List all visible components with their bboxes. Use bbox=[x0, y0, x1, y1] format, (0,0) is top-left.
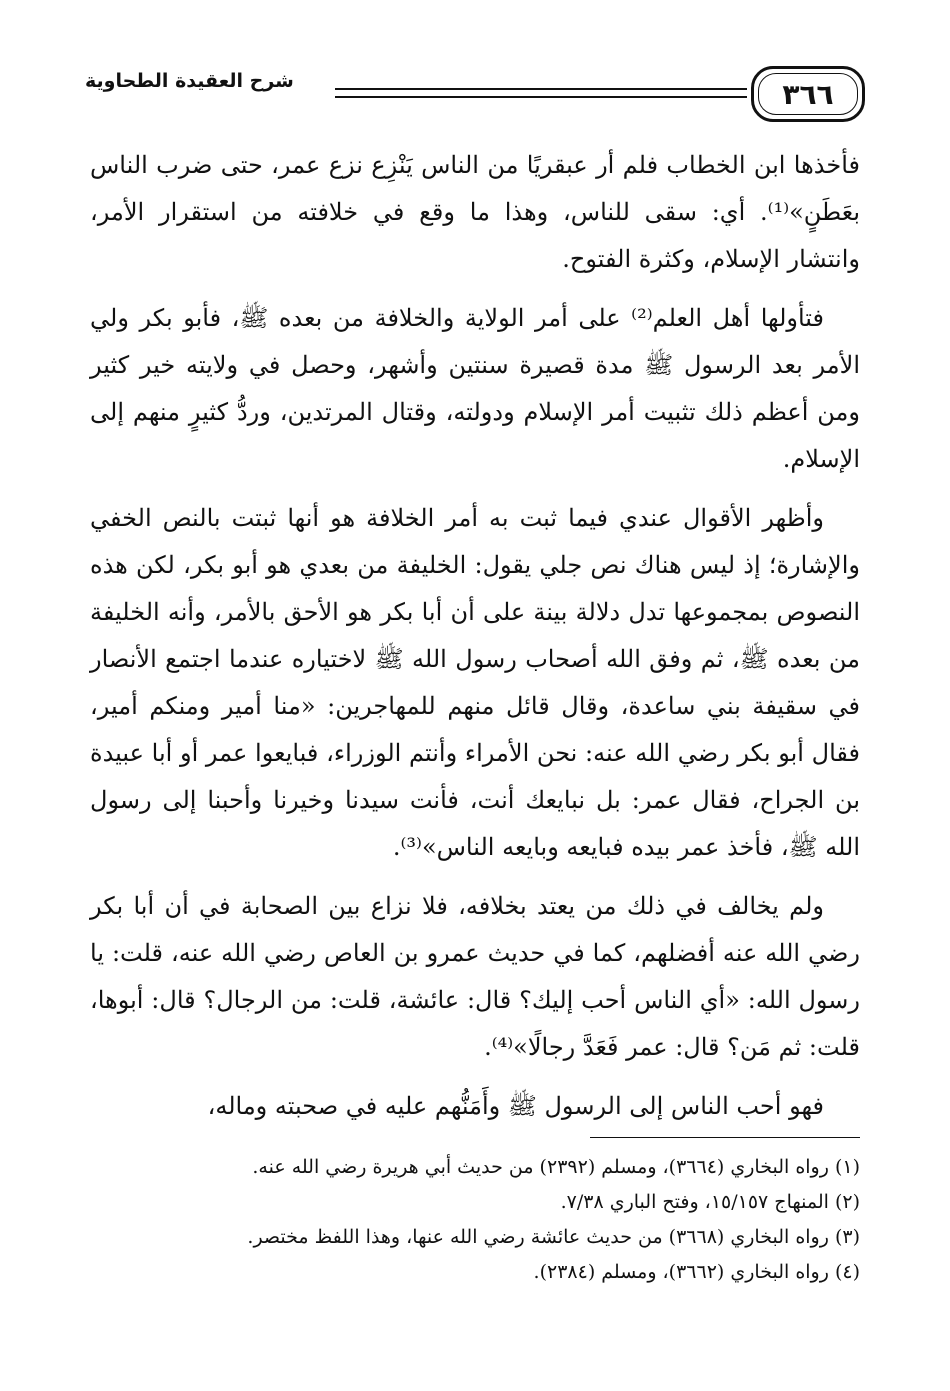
header-rule-bottom bbox=[335, 96, 747, 98]
page-header bbox=[85, 66, 865, 126]
paragraph: فأخذها ابن الخطاب فلم أر عبقريًا من الناس يَنْزِع نزع عمر، حتى ضرب الناس بعَطَنٍ»⁽¹⁾. أي: سقى للناس، وهذا ما وقع في خلافته من استقرار الأمر، وانتشار الإسلام، وكثرة الفتوح. bbox=[90, 151, 860, 273]
footnote-2: (٢) المنهاج ١٥/١٥٧، وفتح الباري ٧/٣٨. bbox=[560, 1191, 860, 1213]
paragraph: فتأولها أهل العلم⁽²⁾ على أمر الولاية والخلافة من بعده ﷺ، فأبو بكر ولي الأمر بعد الرسول ﷺ مدة قصيرة سنتين وأشهر، وحصل في ولايته خير كثير ومن أعظم ذلك تثبيت أمر الإسلام ودولته، وقتال المرتدين، وردُّ كثيرٍ منهم إلى الإسلام. bbox=[90, 304, 860, 473]
paragraph: ولم يخالف في ذلك من يعتد بخلافه، فلا نزاع بين الصحابة في أن أبا بكر رضي الله عنه أفضلهم، كما في حديث عمرو بن العاص رضي الله عنه، قلت: يا رسول الله: «أي الناس أحب إليك؟ قال: عائشة، قلت: من الرجال؟ قال: أبوها، قلت: ثم مَن؟ قال: عمر فَعَدَّ رجالًا»⁽⁴⁾. bbox=[90, 892, 860, 1061]
page-number: ٣٦٦ bbox=[782, 77, 834, 111]
footnote-1: (١) رواه البخاري (٣٦٦٤)، ومسلم (٢٣٩٢) من حديث أبي هريرة رضي الله عنه. bbox=[252, 1156, 860, 1178]
main-text bbox=[90, 142, 860, 1142]
footnote-separator bbox=[590, 1137, 860, 1138]
paragraph: وأظهر الأقوال عندي فيما ثبت به أمر الخلافة هو أنها ثبتت بالنص الخفي والإشارة؛ إذ ليس هناك نص جلي يقول: الخليفة من بعدي هو أبو بكر، لكن هذه النصوص بمجموعها تدل دلالة بينة على أن أبا بكر هو الأحق بالأمر، وأنه الخليفة من بعده ﷺ، ثم وفق الله أصحاب رسول الله ﷺ لاختياره عندما اجتمع الأنصار في سقيفة بني ساعدة، وقال قائل منهم للمهاجرين: «منا أمير ومنكم أمير، فقال أبو بكر رضي الله عنه: نحن الأمراء وأنتم الوزراء، فبايعوا عمر أو أبا عبيدة بن الجراح، فقال عمر: بل نبايعك أنت، فأنت سيدنا وخيرنا وأحبنا إلى رسول الله ﷺ، فأخذ عمر بيده فبايعه وبايعه الناس»⁽³⁾. bbox=[90, 504, 860, 861]
footnote-4: (٤) رواه البخاري (٣٦٦٢)، ومسلم (٢٣٨٤). bbox=[533, 1261, 860, 1283]
paragraph: فهو أحب الناس إلى الرسول ﷺ وأَمَنُّهم عليه في صحبته وماله، bbox=[207, 1092, 824, 1120]
header-rule-top bbox=[335, 88, 747, 90]
footnote-3: (٣) رواه البخاري (٣٦٦٨) من حديث عائشة رضي الله عنها، وهذا اللفظ مختصر. bbox=[247, 1226, 860, 1248]
page-number-frame bbox=[751, 66, 865, 122]
footnotes bbox=[90, 1150, 860, 1290]
running-title: شرح العقيدة الطحاوية bbox=[85, 70, 294, 92]
